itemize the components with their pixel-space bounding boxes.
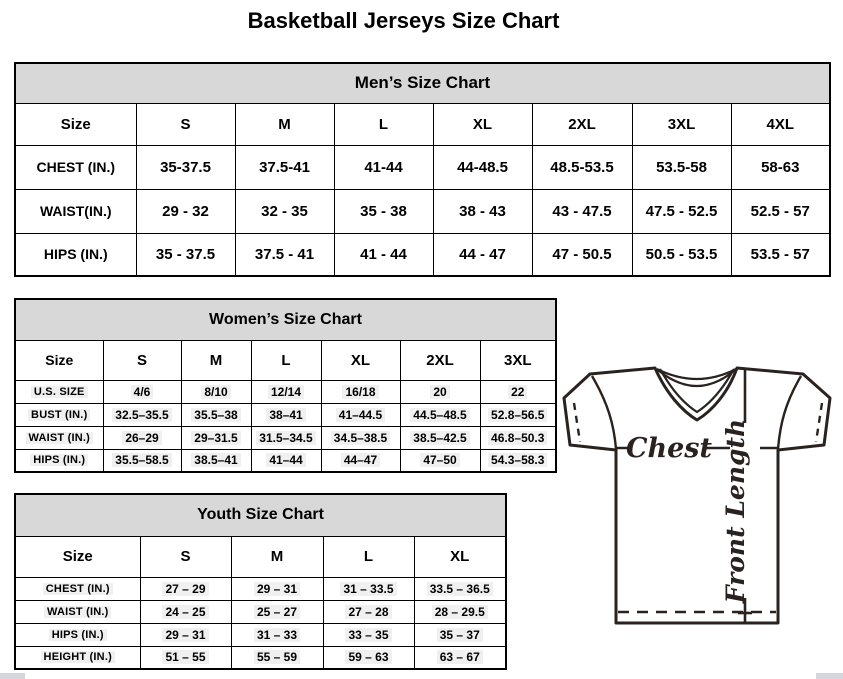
womens-table-row: [15, 449, 556, 472]
mens-value-cell: 35-37.5: [136, 145, 235, 189]
youth-value-cell: 25 – 27: [231, 600, 323, 623]
womens-row-label: WAIST (IN.): [15, 426, 103, 449]
youth-table-title: Youth Size Chart: [15, 494, 506, 536]
womens-value-cell: 35.5–58.5: [103, 449, 181, 472]
womens-value-cell: 38.5–42.5: [400, 426, 480, 449]
youth-row-label: WAIST (IN.): [15, 600, 140, 623]
youth-row-label: HEIGHT (IN.): [15, 646, 140, 669]
youth-value-cell: 29 – 31: [140, 623, 231, 646]
womens-value-cell: 26–29: [103, 426, 181, 449]
front-length-label: Front Length: [721, 418, 750, 604]
mens-value-cell: 41-44: [334, 145, 433, 189]
womens-value-cell: 38.5–41: [181, 449, 251, 472]
youth-value-cell: 59 – 63: [323, 646, 414, 669]
youth-row-label: HIPS (IN.): [15, 623, 140, 646]
mens-value-cell: 53.5 - 57: [731, 233, 830, 276]
mens-value-cell: 29 - 32: [136, 189, 235, 233]
mens-table-row: [15, 189, 830, 233]
jersey-outline-shape: [564, 368, 830, 623]
mens-value-cell: 52.5 - 57: [731, 189, 830, 233]
womens-value-cell: 8/10: [181, 380, 251, 403]
mens-value-cell: 35 - 37.5: [136, 233, 235, 276]
womens-value-cell: 34.5–38.5: [321, 426, 400, 449]
mens-value-cell: 44-48.5: [433, 145, 532, 189]
youth-value-cell: 33 – 35: [323, 623, 414, 646]
youth-value-cell: 63 – 67: [414, 646, 506, 669]
womens-table-title: Women’s Size Chart: [15, 299, 556, 340]
womens-value-cell: 41–44: [251, 449, 321, 472]
mens-value-cell: 32 - 35: [235, 189, 334, 233]
womens-value-cell: 54.3–58.3: [480, 449, 556, 472]
womens-value-cell: 47–50: [400, 449, 480, 472]
womens-table-row: [15, 403, 556, 426]
page-title: Basketball Jerseys Size Chart: [247, 8, 560, 33]
mens-value-cell: 47.5 - 52.5: [632, 189, 731, 233]
youth-size-header: Size: [15, 536, 140, 577]
youth-value-cell: 31 – 33: [231, 623, 323, 646]
womens-row-label: U.S. SIZE: [15, 380, 103, 403]
womens-value-cell: 32.5–35.5: [103, 403, 181, 426]
mens-size-header: Size: [15, 103, 136, 145]
mens-value-cell: 53.5-58: [632, 145, 731, 189]
womens-row-label: HIPS (IN.): [15, 449, 103, 472]
mens-value-cell: 44 - 47: [433, 233, 532, 276]
mens-size-table: [14, 62, 831, 277]
womens-value-cell: 52.8–56.5: [480, 403, 556, 426]
womens-column-header-l: L: [251, 340, 321, 380]
youth-column-header-xl: XL: [414, 536, 506, 577]
womens-value-cell: 44.5–48.5: [400, 403, 480, 426]
womens-value-cell: 35.5–38: [181, 403, 251, 426]
youth-value-cell: 51 – 55: [140, 646, 231, 669]
youth-value-cell: 29 – 31: [231, 577, 323, 600]
chest-label: Chest: [626, 433, 712, 464]
mens-value-cell: 58-63: [731, 145, 830, 189]
mens-row-label: WAIST(IN.): [15, 189, 136, 233]
womens-column-header-3xl: 3XL: [480, 340, 556, 380]
scrollbar-right-thumb[interactable]: [816, 673, 843, 679]
mens-value-cell: 37.5-41: [235, 145, 334, 189]
womens-value-cell: 31.5–34.5: [251, 426, 321, 449]
womens-column-header-m: M: [181, 340, 251, 380]
womens-value-cell: 41–44.5: [321, 403, 400, 426]
womens-row-label: BUST (IN.): [15, 403, 103, 426]
mens-column-header-m: M: [235, 103, 334, 145]
jersey-diagram: [556, 363, 840, 635]
mens-table-row: [15, 233, 830, 276]
mens-row-label: HIPS (IN.): [15, 233, 136, 276]
youth-table-row: [15, 600, 506, 623]
mens-column-header-2xl: 2XL: [532, 103, 632, 145]
womens-table-row: [15, 426, 556, 449]
youth-value-cell: 31 – 33.5: [323, 577, 414, 600]
mens-column-header-xl: XL: [433, 103, 532, 145]
youth-table-row: [15, 623, 506, 646]
womens-column-header-xl: XL: [321, 340, 400, 380]
youth-value-cell: 27 – 29: [140, 577, 231, 600]
womens-value-cell: 38–41: [251, 403, 321, 426]
mens-column-header-3xl: 3XL: [632, 103, 731, 145]
mens-value-cell: 43 - 47.5: [532, 189, 632, 233]
youth-value-cell: 27 – 28: [323, 600, 414, 623]
womens-size-table: [14, 298, 557, 473]
youth-column-header-m: M: [231, 536, 323, 577]
womens-value-cell: 29–31.5: [181, 426, 251, 449]
scrollbar-left-thumb[interactable]: [0, 673, 25, 679]
youth-row-label: CHEST (IN.): [15, 577, 140, 600]
mens-row-label: CHEST (IN.): [15, 145, 136, 189]
mens-column-header-s: S: [136, 103, 235, 145]
youth-column-header-s: S: [140, 536, 231, 577]
mens-value-cell: 41 - 44: [334, 233, 433, 276]
mens-column-header-l: L: [334, 103, 433, 145]
youth-value-cell: 35 – 37: [414, 623, 506, 646]
youth-value-cell: 24 – 25: [140, 600, 231, 623]
mens-value-cell: 48.5-53.5: [532, 145, 632, 189]
womens-value-cell: 20: [400, 380, 480, 403]
youth-value-cell: 33.5 – 36.5: [414, 577, 506, 600]
youth-value-cell: 55 – 59: [231, 646, 323, 669]
womens-table-row: [15, 380, 556, 403]
womens-size-header: Size: [15, 340, 103, 380]
mens-value-cell: 47 - 50.5: [532, 233, 632, 276]
womens-value-cell: 44–47: [321, 449, 400, 472]
mens-value-cell: 35 - 38: [334, 189, 433, 233]
youth-value-cell: 28 – 29.5: [414, 600, 506, 623]
mens-value-cell: 38 - 43: [433, 189, 532, 233]
youth-size-table: [14, 493, 507, 670]
youth-column-header-l: L: [323, 536, 414, 577]
mens-value-cell: 50.5 - 53.5: [632, 233, 731, 276]
womens-value-cell: 12/14: [251, 380, 321, 403]
mens-value-cell: 37.5 - 41: [235, 233, 334, 276]
youth-table-row: [15, 577, 506, 600]
youth-table-row: [15, 646, 506, 669]
mens-table-row: [15, 145, 830, 189]
mens-table-title: Men’s Size Chart: [15, 63, 830, 103]
womens-column-header-s: S: [103, 340, 181, 380]
womens-value-cell: 4/6: [103, 380, 181, 403]
womens-column-header-2xl: 2XL: [400, 340, 480, 380]
womens-value-cell: 46.8–50.3: [480, 426, 556, 449]
womens-value-cell: 22: [480, 380, 556, 403]
mens-column-header-4xl: 4XL: [731, 103, 830, 145]
womens-value-cell: 16/18: [321, 380, 400, 403]
